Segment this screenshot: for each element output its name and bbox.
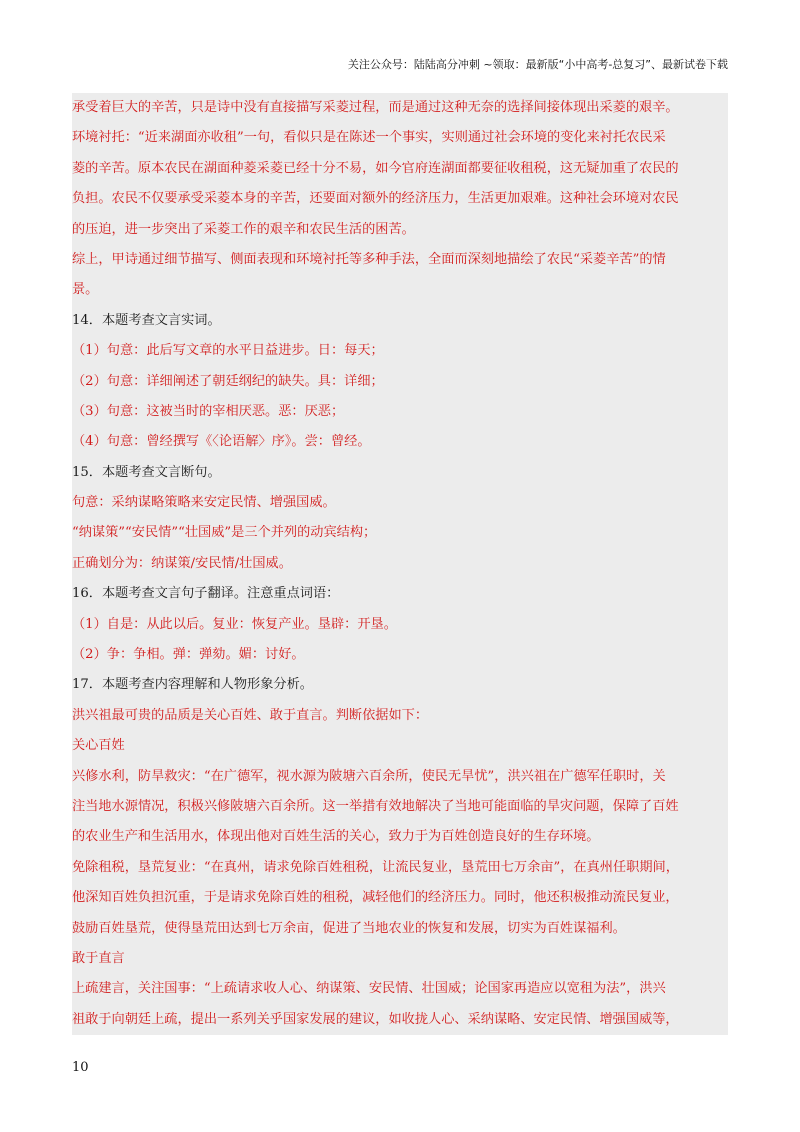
- text-line: 16．本题考查文言句子翻译。注意重点词语：: [72, 586, 340, 602]
- text-line: 负担。农民不仅要承受采菱本身的辛苦，还要面对额外的经济压力，生活更加艰难。这种社会环境对农民: [72, 191, 679, 207]
- text-line: 的压迫，进一步突出了采菱工作的艰辛和农民生活的困苦。: [72, 221, 415, 237]
- text-line: “纳谋策”“安民情”“壮国威”是三个并列的动宾结构；: [72, 525, 377, 541]
- text-line: 他深知百姓负担沉重，于是请求免除百姓的租税，减轻他们的经济压力。同时，他还积极推动流民复业，: [72, 890, 679, 906]
- text-line: （2）争：争相。弹：弹劾。媚：讨好。: [72, 647, 305, 663]
- text-line: （1）自是：从此以后。复业：恢复产业。垦辟：开垦。: [72, 616, 397, 632]
- text-line: 承受着巨大的辛苦，只是诗中没有直接描写采菱过程，而是通过这种无奈的选择间接体现出采菱的艰辛。: [72, 100, 679, 115]
- text-line: 免除租税，垦荒复业：“在真州，请求免除百姓租税，让流民复业，垦荒田七万余亩”，在真州任职期间，: [72, 859, 679, 875]
- text-line: （4）句意：曾经撰写《〈论语解〉序》。尝：曾经。: [72, 434, 371, 450]
- text-line: 祖敢于向朝廷上疏，提出一系列关乎国家发展的建议，如收拢人心、采纳谋略、安定民情、增强国威等，: [72, 1011, 679, 1027]
- text-line: （3）句意：这被当时的宰相厌恶。恶：厌恶；: [72, 403, 345, 419]
- text-line: 菱的辛苦。原本农民在湖面种菱采菱已经十分不易，如今官府连湖面都要征收租税，这无疑加重了农民的: [72, 160, 679, 176]
- text-line: 环境衬托：“近来湖面亦收租”一句，看似只是在陈述一个事实，实则通过社会环境的变化来衬托农民采: [72, 130, 666, 146]
- answer-text-body: [72, 93, 728, 1035]
- text-line: 景。: [72, 282, 99, 298]
- text-line: 敢于直言: [72, 950, 125, 966]
- text-line: 正确划分为：纳谋策/安民情/壮国威。: [72, 555, 292, 571]
- text-line: 句意：采纳谋略策略来安定民情、增强国威。: [72, 495, 336, 511]
- text-line: 鼓励百姓垦荒，使得垦荒田达到七万余亩，促进了当地农业的恢复和发展，切实为百姓谋福利。: [72, 920, 626, 936]
- text-line: 洪兴祖最可贵的品质是关心百姓、敢于直言。判断依据如下：: [72, 707, 429, 723]
- text-line: 注当地水源情况，积极兴修陂塘六百余所。这一举措有效地解决了当地可能面临的旱灾问题，保障了百姓: [72, 798, 679, 814]
- text-line: （1）句意：此后写文章的水平日益进步。日：每天；: [72, 343, 384, 359]
- text-line: 关心百姓: [72, 738, 125, 754]
- text-line: （2）句意：详细阐述了朝廷纲纪的缺失。具：详细；: [72, 373, 384, 389]
- text-line: 15．本题考查文言断句。: [72, 464, 221, 480]
- text-line: 兴修水利，防旱救灾：“在广德军，视水源为陂塘六百余所，使民无旱忧”，洪兴祖在广德军任职时，关: [72, 768, 666, 784]
- text-line: 上疏建言，关注国事：“上疏请求收人心、纳谋策、安民情、壮国威；论国家再造应以宽租为法”，洪兴: [72, 981, 666, 997]
- page-number: 10: [72, 1060, 89, 1075]
- text-line: 17．本题考查内容理解和人物形象分析。: [72, 677, 313, 693]
- page-header: 关注公众号：陆陆高分冲刺 ~领取：最新版“小中高考-总复习”、最新试卷下载: [347, 58, 728, 71]
- text-line: 综上，甲诗通过细节描写、侧面表现和环境衬托等多种手法，全面而深刻地描绘了农民“采菱辛苦”的情: [72, 251, 666, 267]
- text-line: 14．本题考查文言实词。: [72, 312, 221, 328]
- text-line: 的农业生产和生活用水，体现出他对百姓生活的关心，致力于为百姓创造良好的生存环境。: [72, 829, 600, 845]
